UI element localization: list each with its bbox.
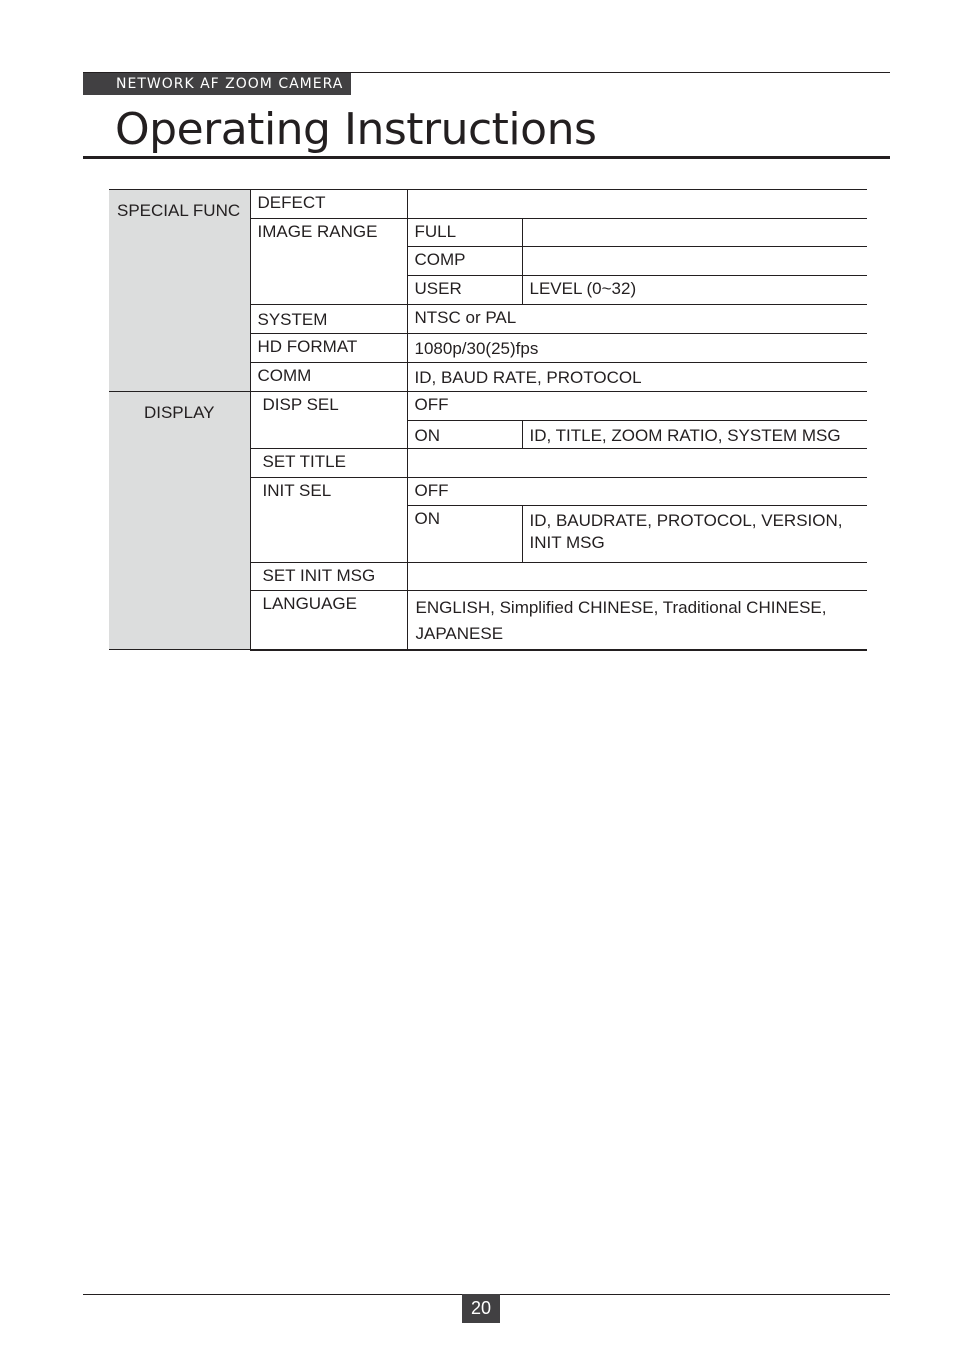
page-title: Operating Instructions [115, 104, 597, 155]
table-row [109, 392, 867, 421]
item-language: LANGUAGE [250, 591, 407, 650]
item-image-range: IMAGE RANGE [250, 219, 407, 305]
item-hd-format: HD FORMAT [250, 334, 407, 363]
value-language: ENGLISH, Simplified CHINESE, Traditional CHINESE, JAPANESE [407, 591, 867, 650]
value-empty [522, 247, 867, 276]
value-empty [407, 190, 867, 219]
item-set-title: SET TITLE [250, 449, 407, 478]
item-disp-sel: DISP SEL [250, 392, 407, 449]
title-rule [83, 156, 890, 159]
value-user-level: LEVEL (0~32) [522, 276, 867, 305]
item-comm: COMM [250, 363, 407, 392]
option-disp-on: ON [407, 421, 522, 449]
table-row [109, 190, 867, 219]
option-init-off: OFF [407, 478, 867, 506]
item-defect: DEFECT [250, 190, 407, 219]
value-empty [407, 449, 867, 478]
option-full: FULL [407, 219, 522, 247]
document-label: NETWORK AF ZOOM CAMERA [83, 73, 351, 95]
category-display: DISPLAY [109, 392, 250, 650]
page-number: 20 [462, 1294, 500, 1323]
value-disp-on: ID, TITLE, ZOOM RATIO, SYSTEM MSG [522, 421, 867, 449]
item-system: SYSTEM [250, 305, 407, 334]
category-special-func: SPECIAL FUNC [109, 190, 250, 392]
item-set-init-msg: SET INIT MSG [250, 563, 407, 591]
option-init-on: ON [407, 506, 522, 563]
option-disp-off: OFF [407, 392, 867, 421]
option-comp: COMP [407, 247, 522, 276]
item-init-sel: INIT SEL [250, 478, 407, 563]
menu-spec-table [109, 189, 867, 651]
value-system: NTSC or PAL [407, 305, 867, 334]
value-hd-format: 1080p/30(25)fps [407, 334, 867, 363]
value-comm: ID, BAUD RATE, PROTOCOL [407, 363, 867, 392]
value-init-on: ID, BAUDRATE, PROTOCOL, VERSION, INIT MSG [522, 506, 867, 563]
option-user: USER [407, 276, 522, 305]
value-empty [522, 219, 867, 247]
value-empty [407, 563, 867, 591]
